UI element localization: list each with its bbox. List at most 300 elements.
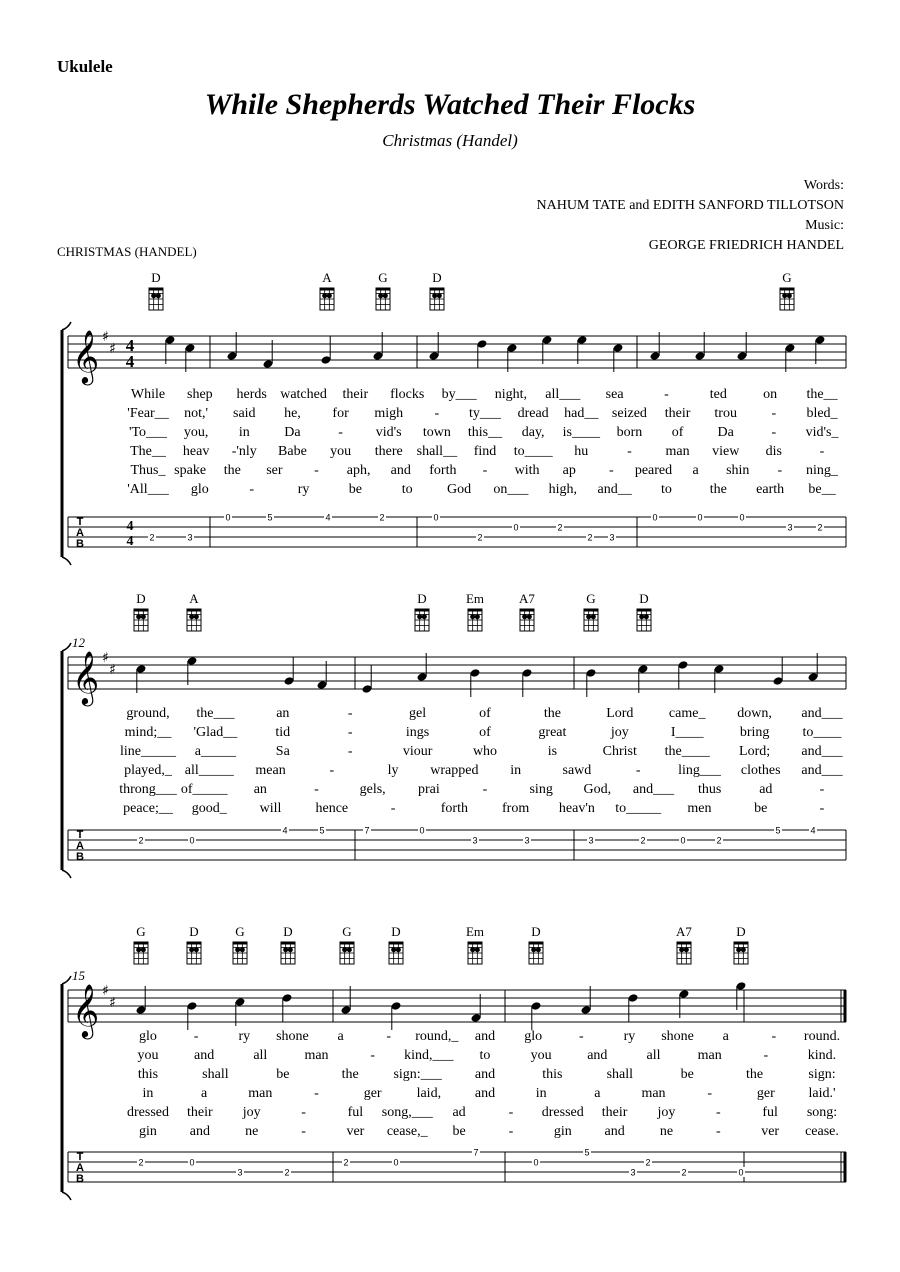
- lyric-syllable: the____: [664, 744, 710, 759]
- chord-diagram-nut: [376, 288, 390, 291]
- tab-fret-number: 3: [472, 835, 478, 846]
- lyric-syllable: shall__: [416, 444, 458, 459]
- lyric-syllable: their: [664, 406, 691, 421]
- chord-diagram-dot: [741, 947, 746, 952]
- chord-diagram-nut: [415, 609, 429, 612]
- song-title: While Shepherds Watched Their Flocks: [204, 88, 696, 121]
- tab-fret-number: 5: [584, 1147, 590, 1158]
- lyric-syllable: ground,: [126, 706, 170, 721]
- lyric-syllable: man: [697, 1048, 722, 1063]
- lyric-syllable: and: [604, 1124, 625, 1139]
- lyric-syllable: Babe: [278, 444, 307, 459]
- chord-diagram-dot: [787, 293, 792, 298]
- chord-diagram-nut: [734, 942, 748, 945]
- lyric-syllable: ning_: [806, 463, 838, 478]
- lyric-syllable: -: [301, 1105, 306, 1120]
- words-credit: NAHUM TATE and EDITH SANFORD TILLOTSON: [536, 198, 844, 213]
- lyric-syllable: dressed: [541, 1105, 584, 1120]
- lyric-syllable: -: [763, 1048, 769, 1063]
- lyric-syllable: man: [641, 1086, 666, 1101]
- lyric-syllable: song,___: [381, 1105, 433, 1120]
- chord-diagram-dot: [136, 614, 141, 619]
- lyric-syllable: flocks: [390, 387, 425, 402]
- chord-diagram-nut: [134, 942, 148, 945]
- chord-name: A7: [676, 924, 692, 939]
- words-label: Words:: [803, 178, 844, 193]
- chord-diagram-dot: [151, 293, 156, 298]
- chord-name: D: [151, 270, 161, 285]
- lyric-syllable: ad: [452, 1105, 466, 1120]
- lyric-syllable: is____: [562, 425, 600, 440]
- tab-fret-number: 2: [379, 512, 385, 523]
- lyric-syllable: -: [627, 444, 632, 459]
- tune-name: CHRISTMAS (HANDEL): [57, 244, 197, 259]
- lyric-syllable: wrapped: [430, 763, 479, 778]
- lyric-syllable: be: [452, 1124, 466, 1139]
- lyric-syllable: is: [547, 744, 558, 759]
- lyric-syllable: gel: [409, 706, 427, 721]
- tab-fret-number: 3: [237, 1167, 243, 1178]
- lyric-syllable: mind;__: [124, 725, 172, 740]
- lyric-syllable: all_____: [184, 763, 234, 778]
- chord-diagram-dot: [536, 947, 541, 952]
- lyric-syllable: and___: [632, 782, 675, 797]
- lyric-syllable: heav'n: [558, 801, 595, 816]
- tab-time-signature-top: 4: [126, 519, 134, 534]
- chord-name: D: [391, 924, 401, 939]
- chord-diagram-nut: [468, 942, 482, 945]
- tab-clef-letter: A: [76, 527, 84, 539]
- lyric-syllable: ings: [405, 725, 430, 740]
- lyric-syllable: song:: [806, 1105, 838, 1120]
- tab-fret-number: 0: [433, 512, 439, 523]
- lyric-syllable: the: [746, 1067, 764, 1082]
- lyric-syllable: an: [276, 706, 290, 721]
- lyric-syllable: a_____: [194, 744, 237, 759]
- lyric-syllable: ry: [238, 1029, 251, 1044]
- lyric-syllable: peace;__: [123, 801, 173, 816]
- lyric-syllable: tid: [275, 725, 291, 740]
- lyric-syllable: Da: [717, 425, 734, 440]
- lyric-syllable: prai: [417, 782, 440, 797]
- lyric-syllable: gin: [553, 1124, 572, 1139]
- lyric-syllable: -: [386, 1029, 392, 1044]
- lyric-syllable: and: [194, 1048, 215, 1063]
- chord-diagram-nut: [187, 942, 201, 945]
- lyric-syllable: and: [587, 1048, 608, 1063]
- tab-fret-number: 2: [557, 522, 563, 533]
- tab-fret-number: 2: [343, 1157, 349, 1168]
- lyric-syllable: on___: [493, 482, 529, 497]
- lyric-syllable: forth: [429, 463, 457, 478]
- lyric-syllable: to____: [802, 725, 842, 740]
- instrument-label: Ukulele: [57, 57, 113, 76]
- lyric-syllable: played,_: [124, 763, 172, 778]
- chord-diagram-nut: [584, 609, 598, 612]
- chord-diagram-dot: [422, 614, 427, 619]
- tab-clef-letter: B: [76, 851, 84, 863]
- chord-diagram-dot: [527, 614, 532, 619]
- chord-diagram-nut: [187, 609, 201, 612]
- lyric-syllable: man: [665, 444, 690, 459]
- lyric-syllable: with: [514, 463, 540, 478]
- lyric-syllable: shall: [606, 1067, 634, 1082]
- lyric-syllable: bled_: [806, 406, 838, 421]
- chord-name: D: [736, 924, 746, 939]
- lyric-syllable: this: [542, 1067, 563, 1082]
- lyric-syllable: -: [434, 406, 440, 421]
- lyric-syllable: joy: [242, 1105, 261, 1120]
- lyric-syllable: ful: [347, 1105, 364, 1120]
- tab-clef-letter: A: [76, 840, 84, 852]
- lyric-syllable: and___: [801, 744, 843, 759]
- time-signature-bottom: 4: [125, 352, 135, 371]
- chord-diagram-dot: [736, 947, 741, 952]
- lyric-syllable: God: [447, 482, 472, 497]
- lyric-syllable: you: [530, 1048, 552, 1063]
- chord-name: G: [342, 924, 352, 939]
- tab-fret-number: 3: [187, 532, 193, 543]
- lyric-syllable: thus: [697, 782, 722, 797]
- lyric-syllable: bring: [739, 725, 770, 740]
- tab-fret-number: 3: [609, 532, 615, 543]
- system-3: [62, 924, 847, 1200]
- tab-fret-number: 0: [697, 512, 703, 523]
- lyric-syllable: viour: [402, 744, 433, 759]
- lyric-syllable: -: [715, 1124, 721, 1139]
- chord-diagram-dot: [782, 293, 787, 298]
- lyric-syllable: earth: [756, 482, 785, 497]
- lyric-syllable: be: [754, 801, 768, 816]
- sharp-icon: ♯: [102, 650, 109, 666]
- lyric-syllable: a: [594, 1086, 601, 1101]
- lyric-syllable: high,: [548, 482, 577, 497]
- lyric-syllable: line_____: [120, 744, 176, 759]
- lyric-syllable: -: [707, 1086, 713, 1101]
- lyric-syllable: Lord: [606, 706, 634, 721]
- lyric-syllable: -: [664, 387, 669, 402]
- lyric-syllable: and___: [801, 763, 843, 778]
- lyric-syllable: trou: [714, 406, 737, 421]
- tab-fret-number: 2: [587, 532, 593, 543]
- lyric-syllable: their: [601, 1105, 628, 1120]
- chord-diagram-dot: [283, 947, 288, 952]
- tab-clef-letter: T: [76, 1151, 84, 1163]
- lyric-syllable: -: [329, 763, 335, 778]
- chord-diagram-dot: [156, 293, 161, 298]
- sharp-icon: ♯: [109, 995, 116, 1011]
- lyric-syllable: in: [510, 763, 522, 778]
- tab-fret-number: 4: [325, 512, 331, 523]
- tab-fret-number: 3: [588, 835, 594, 846]
- lyric-syllable: a: [692, 463, 699, 478]
- tab-clef-letter: B: [76, 1173, 84, 1185]
- chord-diagram-nut: [468, 609, 482, 612]
- tab-fret-number: 5: [319, 825, 325, 836]
- lyric-syllable: aph,: [346, 463, 371, 478]
- tab-fret-number: 0: [680, 835, 686, 846]
- tab-fret-number: 3: [787, 522, 793, 533]
- chord-diagram-dot: [432, 293, 437, 298]
- chord-diagram-nut: [149, 288, 163, 291]
- lyric-syllable: this: [137, 1067, 159, 1082]
- music-label: Music:: [805, 218, 844, 233]
- lyric-syllable: 'All___: [127, 482, 169, 497]
- lyric-syllable: in: [535, 1086, 547, 1101]
- chord-diagram-nut: [529, 942, 543, 945]
- lyric-syllable: man: [248, 1086, 273, 1101]
- system-2: [62, 591, 846, 878]
- chord-diagram-nut: [320, 288, 334, 291]
- measure-number: 15: [72, 968, 85, 983]
- lyric-syllable: -: [249, 482, 255, 497]
- chord-name: G: [782, 270, 792, 285]
- lyric-syllable: not,': [184, 406, 209, 421]
- lyric-syllable: hu: [574, 444, 589, 459]
- chord-name: D: [283, 924, 293, 939]
- lyric-syllable: laid,: [416, 1086, 442, 1101]
- lyric-syllable: migh: [374, 406, 404, 421]
- lyric-syllable: -: [314, 782, 319, 797]
- lyric-syllable: and___: [801, 706, 843, 721]
- chord-diagram-nut: [233, 942, 247, 945]
- lyric-syllable: came_: [668, 706, 706, 721]
- chord-name: D: [136, 591, 146, 606]
- chord-diagram-dot: [342, 947, 347, 952]
- lyric-syllable: you: [137, 1048, 159, 1063]
- lyric-syllable: shep: [187, 387, 213, 402]
- chord-diagram-nut: [520, 609, 534, 612]
- lyric-syllable: ty___: [469, 406, 501, 421]
- lyric-syllable: to: [661, 482, 672, 497]
- chord-name: D: [531, 924, 541, 939]
- lyric-syllable: the___: [196, 706, 235, 721]
- chord-diagram-dot: [383, 293, 388, 298]
- tab-fret-number: 7: [364, 825, 370, 836]
- lyric-syllable: While: [130, 387, 166, 402]
- lyric-syllable: of: [671, 425, 684, 440]
- lyric-syllable: the: [341, 1067, 359, 1082]
- chord-diagram-dot: [240, 947, 245, 952]
- lyric-syllable: joy: [610, 725, 629, 740]
- chord-diagram-nut: [677, 942, 691, 945]
- lyric-syllable: be: [680, 1067, 694, 1082]
- sharp-icon: ♯: [102, 329, 109, 345]
- lyric-syllable: sing: [529, 782, 553, 797]
- lyric-syllable: and: [474, 1086, 496, 1101]
- lyric-syllable: -: [508, 1124, 514, 1139]
- tab-fret-number: 2: [645, 1157, 651, 1168]
- tab-fret-number: 2: [138, 1157, 144, 1168]
- lyric-syllable: -: [482, 782, 488, 797]
- chord-name: D: [189, 924, 199, 939]
- chord-diagram-dot: [235, 947, 240, 952]
- lyric-syllable: sign:___: [393, 1067, 442, 1082]
- chord-diagram-nut: [637, 609, 651, 612]
- tab-fret-number: 5: [775, 825, 781, 836]
- lyric-syllable: on: [763, 387, 778, 402]
- chord-diagram-dot: [327, 293, 332, 298]
- lyric-syllable: -: [819, 782, 825, 797]
- lyric-syllable: will: [259, 801, 282, 816]
- chord-name: A: [189, 591, 199, 606]
- lyric-syllable: town: [422, 425, 451, 440]
- lyric-syllable: and: [189, 1124, 210, 1139]
- lyric-syllable: in: [238, 425, 250, 440]
- lyric-syllable: glo: [190, 482, 209, 497]
- chord-diagram-nut: [780, 288, 794, 291]
- lyric-syllable: herds: [236, 387, 267, 402]
- lyric-syllable: of: [479, 706, 491, 721]
- lyric-syllable: -: [578, 1029, 584, 1044]
- lyric-syllable: vid's_: [805, 425, 839, 440]
- lyric-syllable: their: [187, 1105, 213, 1120]
- lyric-syllable: ly: [387, 763, 399, 778]
- lyric-syllable: throng___: [119, 782, 177, 797]
- chord-name: Em: [465, 591, 485, 606]
- lyric-syllable: ful: [762, 1105, 778, 1120]
- lyric-syllable: watched: [280, 387, 327, 402]
- lyric-syllable: ser: [266, 463, 283, 478]
- lyric-syllable: dread: [517, 406, 549, 421]
- chord-diagram-dot: [189, 614, 194, 619]
- lyric-syllable: joy: [657, 1105, 676, 1120]
- tab-fret-number: 0: [738, 1167, 744, 1178]
- lyric-syllable: ted: [709, 387, 727, 402]
- lyric-syllable: day,: [521, 425, 545, 440]
- lyric-syllable: -: [347, 706, 353, 721]
- tab-fret-number: 3: [630, 1167, 636, 1178]
- lyric-syllable: all: [253, 1048, 268, 1063]
- lyric-syllable: -: [301, 1124, 306, 1139]
- lyric-syllable: gin: [139, 1124, 157, 1139]
- lyric-syllable: seized: [611, 406, 647, 421]
- chord-diagram-dot: [684, 947, 689, 952]
- tab-clef-letter: A: [76, 1162, 84, 1174]
- measure-number: 12: [72, 635, 85, 650]
- lyric-syllable: -: [390, 801, 396, 816]
- lyric-syllable: had__: [564, 406, 599, 421]
- chord-diagram-dot: [141, 947, 146, 952]
- tab-fret-number: 0: [513, 522, 519, 533]
- lyric-syllable: born: [616, 425, 643, 440]
- lyric-syllable: the: [543, 706, 561, 721]
- final-barline-thick: [844, 990, 847, 1022]
- lyric-syllable: dressed: [127, 1105, 169, 1120]
- lyric-syllable: ad: [759, 782, 773, 797]
- tab-fret-number: 0: [393, 1157, 399, 1168]
- chord-diagram-nut: [430, 288, 444, 291]
- lyric-syllable: heav: [182, 444, 210, 459]
- lyric-syllable: ger: [363, 1086, 382, 1101]
- tab-fret-number: 2: [138, 835, 144, 846]
- chord-name: Em: [465, 924, 485, 939]
- lyric-syllable: -: [777, 463, 783, 478]
- lyric-syllable: night,: [494, 387, 528, 402]
- lyric-syllable: down,: [737, 706, 772, 721]
- lyric-syllable: shone: [661, 1029, 694, 1044]
- tab-fret-number: 2: [284, 1167, 290, 1178]
- tab-fret-number: 2: [681, 1167, 687, 1178]
- lyric-syllable: ry: [297, 482, 310, 497]
- lyric-syllable: clothes: [740, 763, 781, 778]
- chord-name: G: [586, 591, 596, 606]
- lyric-syllable: to_____: [615, 801, 662, 816]
- tab-fret-number: 2: [640, 835, 646, 846]
- system-1: [62, 270, 846, 565]
- lyric-syllable: ry: [623, 1029, 636, 1044]
- tab-clef-letter: T: [76, 516, 84, 528]
- chord-name: G: [136, 924, 146, 939]
- lyric-syllable: ne: [245, 1124, 259, 1139]
- chord-diagram-dot: [679, 947, 684, 952]
- chord-diagram-dot: [194, 614, 199, 619]
- music-credit: GEORGE FRIEDRICH HANDEL: [648, 238, 844, 253]
- lyric-syllable: God,: [583, 782, 612, 797]
- sharp-icon: ♯: [109, 662, 116, 678]
- chord-diagram-dot: [391, 947, 396, 952]
- lyric-syllable: ap: [562, 463, 576, 478]
- tab-clef-letter: T: [76, 829, 84, 841]
- chord-diagram-nut: [340, 942, 354, 945]
- lyric-syllable: this__: [467, 425, 503, 440]
- lyric-syllable: to: [479, 1048, 491, 1063]
- lyric-syllable: in: [142, 1086, 154, 1101]
- chord-diagram-dot: [194, 947, 199, 952]
- chord-diagram-dot: [189, 947, 194, 952]
- tab-fret-number: 0: [652, 512, 658, 523]
- lyric-syllable: laid.': [808, 1086, 836, 1101]
- tab-fret-number: 0: [225, 512, 231, 523]
- lyric-syllable: sign:: [808, 1067, 836, 1082]
- lyric-syllable: and__: [597, 482, 632, 497]
- chord-diagram-dot: [417, 614, 422, 619]
- lyric-syllable: and: [474, 1029, 496, 1044]
- lyric-syllable: The__: [130, 444, 166, 459]
- chord-diagram-dot: [437, 293, 442, 298]
- chord-diagram-dot: [522, 614, 527, 619]
- lyric-syllable: a: [337, 1029, 344, 1044]
- lyric-syllable: hence: [315, 801, 349, 816]
- tab-fret-number: 7: [473, 1147, 479, 1158]
- lyric-syllable: sawd: [562, 763, 592, 778]
- lyric-syllable: -: [338, 425, 343, 440]
- lyric-syllable: Sa: [275, 744, 290, 759]
- lyric-syllable: forth: [440, 801, 468, 816]
- chord-diagram-dot: [475, 614, 480, 619]
- chord-diagram-nut: [134, 609, 148, 612]
- final-barline-thick: [844, 1152, 847, 1182]
- lyric-syllable: who: [472, 744, 498, 759]
- treble-clef-icon: 𝄞: [72, 329, 100, 383]
- lyric-syllable: -: [347, 744, 353, 759]
- song-subtitle: Christmas (Handel): [382, 131, 518, 150]
- tab-fret-number: 0: [739, 512, 745, 523]
- lyric-syllable: -: [635, 763, 641, 778]
- lyric-syllable: of_____: [180, 782, 228, 797]
- lyric-syllable: Da: [284, 425, 301, 440]
- lyric-syllable: -'nly: [231, 444, 257, 459]
- lyric-syllable: good_: [191, 801, 227, 816]
- lyric-syllable: to: [401, 482, 413, 497]
- lyric-syllable: -: [482, 463, 488, 478]
- chord-diagram-dot: [591, 614, 596, 619]
- lyric-syllable: round,_: [415, 1029, 459, 1044]
- lyric-syllable: their: [342, 387, 369, 402]
- chord-diagram-dot: [475, 947, 480, 952]
- lyric-syllable: Lord;: [739, 744, 771, 759]
- tab-clef-letter: B: [76, 538, 84, 550]
